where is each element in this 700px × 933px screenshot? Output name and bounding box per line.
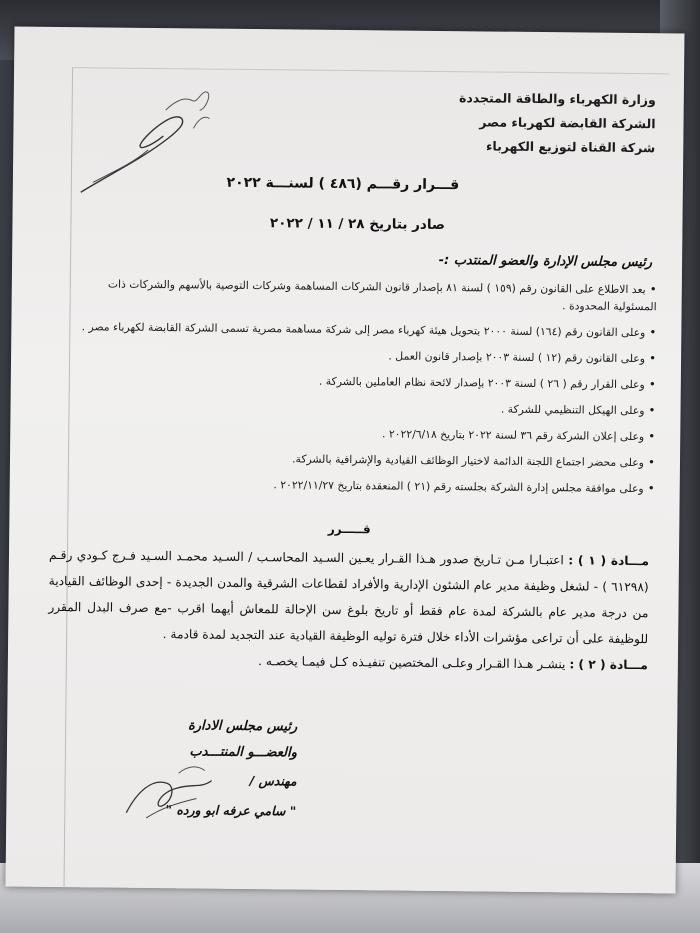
preamble-item: •وعلى القانون رقم (١٢ ) لسنة ٢٠٠٣ بإصدار قانون العمل . — [388, 349, 657, 366]
signature-title-chair: رئيس مجلس الادارة — [187, 718, 298, 735]
preamble-item: •وعلى القرار رقم ( ٢٦ ) لسنة ٢٠٠٣ بإصدار لائحة نظام العاملين بالشركة . — [318, 374, 656, 392]
organization-header — [355, 85, 656, 160]
decree-title: قـــرار رقـــم (٤٨٦ ) لسنـــة ٢٠٢٢ — [226, 174, 460, 194]
signature-eng-prefix: مهندس / — [249, 773, 297, 789]
document-page — [6, 27, 685, 894]
preamble-item: •بعد الاطلاع على القانون رقم (١٥٩ ) لسنة ٨١ بإصدار قانون الشركات المساهمة وشركات التوصية بالأسهم والشركات ذات المسئولية المحدودة . — [107, 277, 657, 314]
handwritten-signature-bottom — [116, 758, 227, 829]
articles-body — [48, 542, 649, 678]
article-2-text: ينشـر هـذا القـرار وعلـى المختصين تنفيـذه كـل فيمـا يخصـه . — [258, 654, 566, 672]
decree-issued-date: صادر بتاريخ ٢٨ / ١١ / ٢٠٢٢ — [269, 215, 446, 234]
preamble-item: •وعلى الهيكل التنظيمي للشركة . — [500, 402, 656, 418]
article-1 — [48, 542, 649, 652]
preamble-item: •وعلى إعلان الشركة رقم ٣٦ لسنة ٢٠٢٢ بتاريخ ٢٠٢٢/٦/١٨ . — [381, 427, 656, 444]
header-ministry: وزارة الكهرباء والطاقة المتجددة — [458, 90, 656, 108]
article-1-label: مـــادة ( ١ ) : — [568, 553, 650, 569]
signature-title-md: والعضـــو المنتـــدب — [189, 744, 298, 761]
chair-heading: رئيس مجلس الإدارة والعضو المنتدب :- — [438, 252, 653, 271]
header-holding-company: الشركة القابضة لكهرباء مصر — [479, 114, 656, 132]
preamble-item: •وعلى محضر اجتماع اللجنة الدائمة لاختيار الوظائف القيادية والإشرافية بالشركة. — [292, 452, 656, 470]
preamble-item: •وعلى القانون رقم (١٦٤) لسنة ٢٠٠٠ بتحويل هيئة كهرباء مصر إلى شركة مساهمة مصرية تسمى الشركة القابضة لكهرباء مصر . — [81, 320, 657, 340]
article-1-text: اعتبـارا مـن تـاريخ صدور هـذا القـرار يعـين السـيد المحاسـب / السـيد محمـد السـيد فـرج كـودي رقـم (٦١٢٩٨ ) - لشغل وظيفة مدير عام الشئون الإدارية والأفراد لقطاعات الشرقية والمدن الجديدة - إحدى الوظائف القيادية من درجة مدير عام بالشركة لمدة عام فقط أو تاريخ بلوغ سن الإحالة للمعاش أيهما اقرب -مع صرف البدل المقرر للوظيفة على أن تراعى مؤشرات الأداء خلال فترة توليه الوظيفة القيادية عند التجديد لمدة قادمة . — [48, 547, 649, 647]
preamble-list — [75, 275, 657, 506]
signature-name: " سامي عرفه ابو ورده " — [165, 802, 297, 819]
header-distribution-company: شركة القناة لتوزيع الكهرباء — [485, 138, 656, 156]
preamble-item: •وعلى موافقة مجلس إدارة الشركة بجلسته رقم (٢١ ) المنعقدة بتاريخ ٢٠٢٢/١١/٢٧ . — [273, 478, 655, 496]
decided-heading: قـــــرر — [327, 521, 371, 537]
article-2-label: مـــادة ( ٢ ) : — [569, 657, 648, 673]
handwritten-signature-top — [73, 77, 214, 208]
